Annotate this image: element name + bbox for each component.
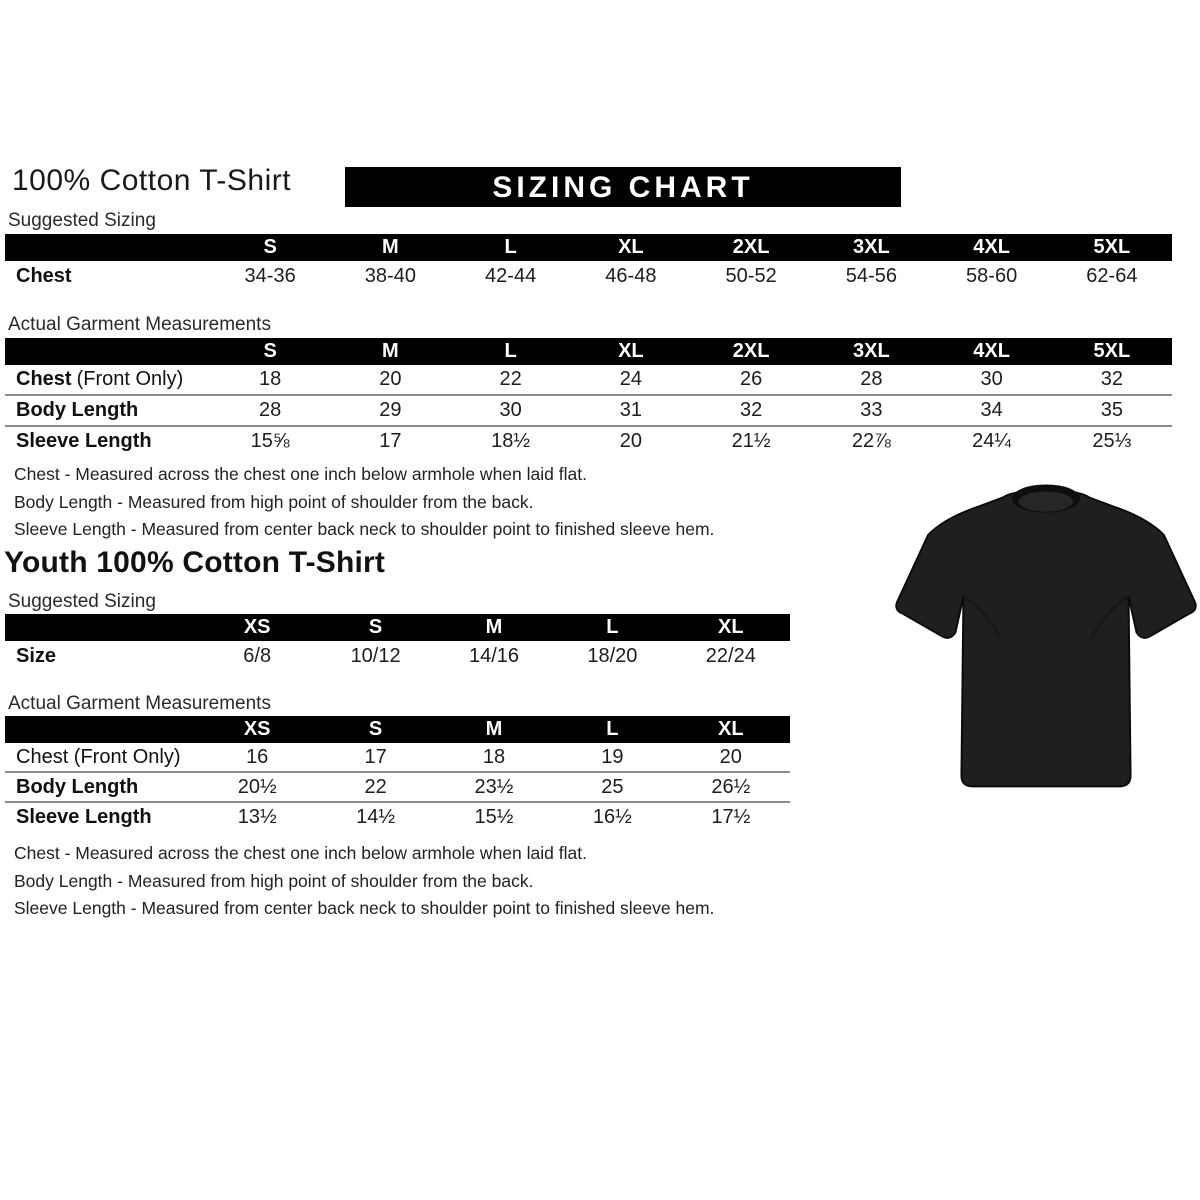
table-cell: 13½ — [237, 805, 277, 828]
note-chest: Chest - Measured across the chest one inch below armhole when laid flat. — [14, 464, 587, 484]
column-header: 2XL — [732, 340, 770, 362]
table-cell: 22 — [499, 368, 522, 390]
tshirt-icon — [890, 477, 1200, 815]
table-cell: 30 — [499, 399, 522, 421]
table-cell: 6/8 — [243, 644, 272, 667]
table-cell: 24¼ — [972, 430, 1012, 452]
table-cell: 20 — [719, 745, 742, 768]
table-cell: 28 — [259, 399, 282, 421]
table-cell: 38-40 — [364, 265, 416, 287]
table-cell: 20 — [379, 368, 402, 390]
note-chest: Chest - Measured across the chest one inch below armhole when laid flat. — [14, 843, 587, 863]
table-row-sleeve-length — [5, 801, 790, 831]
youth-suggested-sizing-label: Suggested Sizing — [8, 591, 156, 612]
column-header: S — [368, 718, 383, 740]
row-label: Size — [16, 644, 57, 667]
column-header: S — [263, 340, 277, 362]
table-row-size — [5, 641, 790, 671]
column-header: 5XL — [1093, 236, 1131, 258]
table-row-sleeve-length — [5, 425, 1172, 456]
table-cell: 35 — [1100, 399, 1123, 421]
table-cell: 30 — [980, 368, 1003, 390]
table-cell: 22 — [364, 775, 387, 798]
row-label: Chest — [16, 265, 72, 287]
table-header-row — [5, 716, 790, 743]
table-cell: 22⅞ — [851, 430, 891, 452]
row-label: Body Length — [16, 775, 139, 798]
table-row-body-length — [5, 771, 790, 801]
row-label: Chest (Front Only) — [16, 745, 181, 768]
column-header: M — [485, 718, 503, 740]
column-header: S — [368, 616, 383, 638]
row-label-main: Chest — [16, 368, 72, 390]
table-cell: 54-56 — [845, 265, 897, 287]
table-row-chest — [5, 365, 1172, 394]
table-cell: 10/12 — [350, 644, 401, 667]
table-cell: 25 — [601, 775, 624, 798]
table-cell: 18 — [259, 368, 282, 390]
sizing-chart-banner: SIZING CHART — [345, 167, 901, 207]
table-cell: 14½ — [356, 805, 396, 828]
note-body-length: Body Length - Measured from high point of shoulder from the back. — [14, 870, 534, 891]
column-header: 3XL — [853, 236, 890, 258]
row-label: Body Length — [16, 399, 139, 421]
table-header-row — [5, 338, 1172, 365]
row-label: Sleeve Length — [16, 430, 152, 452]
youth-measurement-notes — [14, 840, 714, 923]
row-label: Sleeve Length — [16, 805, 152, 828]
column-header: 4XL — [973, 340, 1010, 362]
table-cell: 46-48 — [605, 265, 657, 287]
table-cell: 17 — [379, 430, 402, 452]
note-sleeve-length: Sleeve Length - Measured from center back neck to shoulder point to finished sleeve hem. — [14, 898, 715, 919]
column-header: L — [606, 616, 619, 638]
column-header: L — [606, 718, 619, 740]
column-header: 3XL — [853, 340, 890, 362]
table-cell: 24 — [619, 368, 642, 390]
table-cell: 26½ — [711, 775, 751, 798]
column-header: XS — [243, 616, 271, 638]
column-header: M — [485, 616, 503, 638]
table-row — [5, 261, 1172, 292]
column-header: 5XL — [1093, 340, 1131, 362]
table-cell: 25⅓ — [1092, 430, 1132, 452]
note-body-length: Body Length - Measured from high point of shoulder from the back. — [14, 491, 534, 512]
table-cell: 23½ — [474, 775, 514, 798]
table-cell: 62-64 — [1086, 265, 1138, 287]
table-cell: 20 — [619, 430, 642, 452]
table-cell: 34 — [980, 399, 1003, 421]
row-label — [5, 368, 210, 391]
youth-actual-measurements-label: Actual Garment Measurements — [8, 693, 271, 714]
page-title: 100% Cotton T-Shirt — [12, 164, 292, 197]
table-cell: 26 — [740, 368, 763, 390]
row-label-suffix: (Front Only) — [76, 368, 184, 390]
column-header: XL — [618, 340, 644, 362]
table-cell: 32 — [740, 399, 763, 421]
column-header: XL — [618, 236, 644, 258]
table-header-row — [5, 614, 790, 641]
table-cell: 31 — [619, 399, 642, 421]
adult-actual-measurements-label: Actual Garment Measurements — [8, 314, 271, 335]
youth-section-title: Youth 100% Cotton T-Shirt — [4, 546, 386, 579]
table-cell: 21½ — [731, 430, 771, 452]
table-cell: 22/24 — [705, 644, 756, 667]
table-header-row — [5, 234, 1172, 261]
table-cell: 18/20 — [587, 644, 638, 667]
table-cell: 18½ — [491, 430, 531, 452]
column-header: M — [382, 340, 399, 362]
youth-actual-measurements-table — [5, 716, 790, 831]
table-cell: 14/16 — [468, 644, 520, 667]
column-header: S — [263, 236, 277, 258]
column-header: M — [382, 236, 399, 258]
table-cell: 34-36 — [244, 265, 296, 287]
table-cell: 50-52 — [725, 265, 777, 287]
table-row-chest — [5, 743, 790, 771]
table-cell: 42-44 — [485, 265, 537, 287]
table-cell: 16 — [246, 745, 269, 768]
tshirt-image — [890, 477, 1200, 815]
table-cell: 20½ — [237, 775, 277, 798]
column-header: XS — [243, 718, 271, 740]
table-cell: 15½ — [474, 805, 514, 828]
table-cell: 17 — [364, 745, 387, 768]
table-cell: 28 — [860, 368, 883, 390]
table-cell: 32 — [1100, 368, 1123, 390]
column-header: L — [504, 236, 517, 258]
table-cell: 18 — [482, 745, 506, 768]
table-cell: 29 — [379, 399, 402, 421]
adult-suggested-sizing-table — [5, 234, 1172, 292]
adult-suggested-sizing-label: Suggested Sizing — [8, 210, 156, 231]
column-header: 4XL — [973, 236, 1010, 258]
table-cell: 15⅝ — [250, 430, 290, 452]
table-cell: 58-60 — [966, 265, 1018, 287]
adult-measurement-notes — [14, 461, 714, 544]
table-cell: 17½ — [711, 805, 751, 828]
column-header: 2XL — [732, 236, 770, 258]
adult-actual-measurements-table — [5, 338, 1172, 456]
table-cell: 19 — [601, 745, 624, 768]
column-header: L — [504, 340, 517, 362]
table-cell: 16½ — [592, 805, 632, 828]
table-row-body-length — [5, 394, 1172, 425]
table-cell: 33 — [860, 399, 883, 421]
column-header: XL — [718, 718, 744, 740]
column-header: XL — [718, 616, 744, 638]
youth-suggested-sizing-table — [5, 614, 790, 671]
note-sleeve-length: Sleeve Length - Measured from center back neck to shoulder point to finished sleeve hem. — [14, 519, 715, 540]
